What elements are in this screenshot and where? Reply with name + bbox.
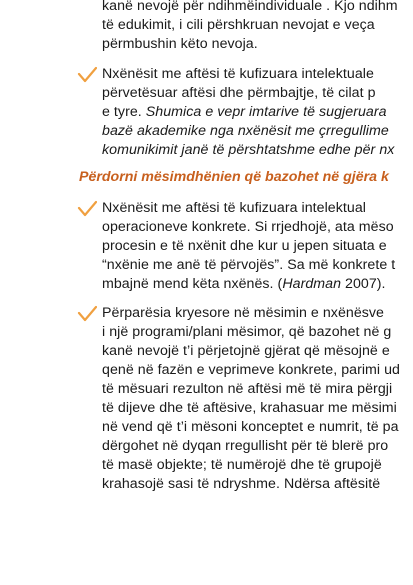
citation-year: 2007). (341, 276, 386, 292)
text-line: i një programi/plani mësimor, që bazohet në g (102, 324, 392, 340)
italic-text-line: komunikimit janë të përshtatshme edhe për nx (102, 142, 395, 158)
text-line: procesin e të nxënit dhe kur u jepen situata e (102, 238, 387, 254)
text-line: të edukimit, i cili përshkruan nevojat e veça (102, 17, 375, 33)
text-line (102, 103, 387, 122)
section-heading: Përdorni mësimdhënien që bazohet në gjëra k (79, 169, 389, 185)
checkmark-icon (77, 66, 97, 84)
text-line: në vend që t’i mësoni konceptet e numrit, të pa (102, 419, 399, 435)
text-line: dërgohet në dyqan rregullisht për të blerë pro (102, 438, 389, 454)
text-span: e tyre. (102, 104, 146, 120)
checkmark-icon (77, 200, 97, 218)
text-line (102, 275, 386, 294)
text-line: të masë objekte; të numërojë dhe të grupojë (102, 457, 382, 473)
text-line: të mësuari rezulton në aftësi më të mira përgji (102, 381, 393, 397)
italic-text: Shumica e vepr imtarive të sugjeruara (145, 104, 387, 120)
text-line: Përparësia kryesore në mësimin e nxënësve (102, 305, 384, 321)
checkmark-icon (77, 305, 97, 323)
text-line: të dijeve dhe të aftësive, krahasuar me mësimi (102, 400, 397, 416)
text-line: qenë në fazën e veprimeve konkrete, parimi ud (102, 362, 400, 378)
text-line: kanë nevojë t’i përjetojnë gjërat që mësojnë e (102, 343, 390, 359)
text-line: përvetësuar aftësi dhe përmbajtje, të cilat p (102, 85, 376, 101)
text-line: kanë nevojë për ndihmëindividuale . Kjo ndihm (102, 0, 398, 14)
text-line: Nxënësit me aftësi të kufizuara intelektuale (102, 66, 374, 82)
text-span: mbajnë mend këta nxënës. ( (102, 276, 283, 292)
text-line: operacioneve konkrete. Si rrjedhojë, ata mëso (102, 219, 394, 235)
italic-text-line: bazë akademike nga nxënësit me çrregullime (102, 123, 389, 139)
citation-author: Hardman (282, 276, 342, 292)
text-line: “nxënie me anë të përvojës”. Sa më konkrete t (102, 257, 396, 273)
text-line: krahasojë sasi të ndryshme. Ndërsa aftësitë (102, 476, 381, 492)
text-line: përmbushin këto nevoja. (102, 36, 258, 52)
text-line: Nxënësit me aftësi të kufizuara intelektual (102, 200, 366, 216)
